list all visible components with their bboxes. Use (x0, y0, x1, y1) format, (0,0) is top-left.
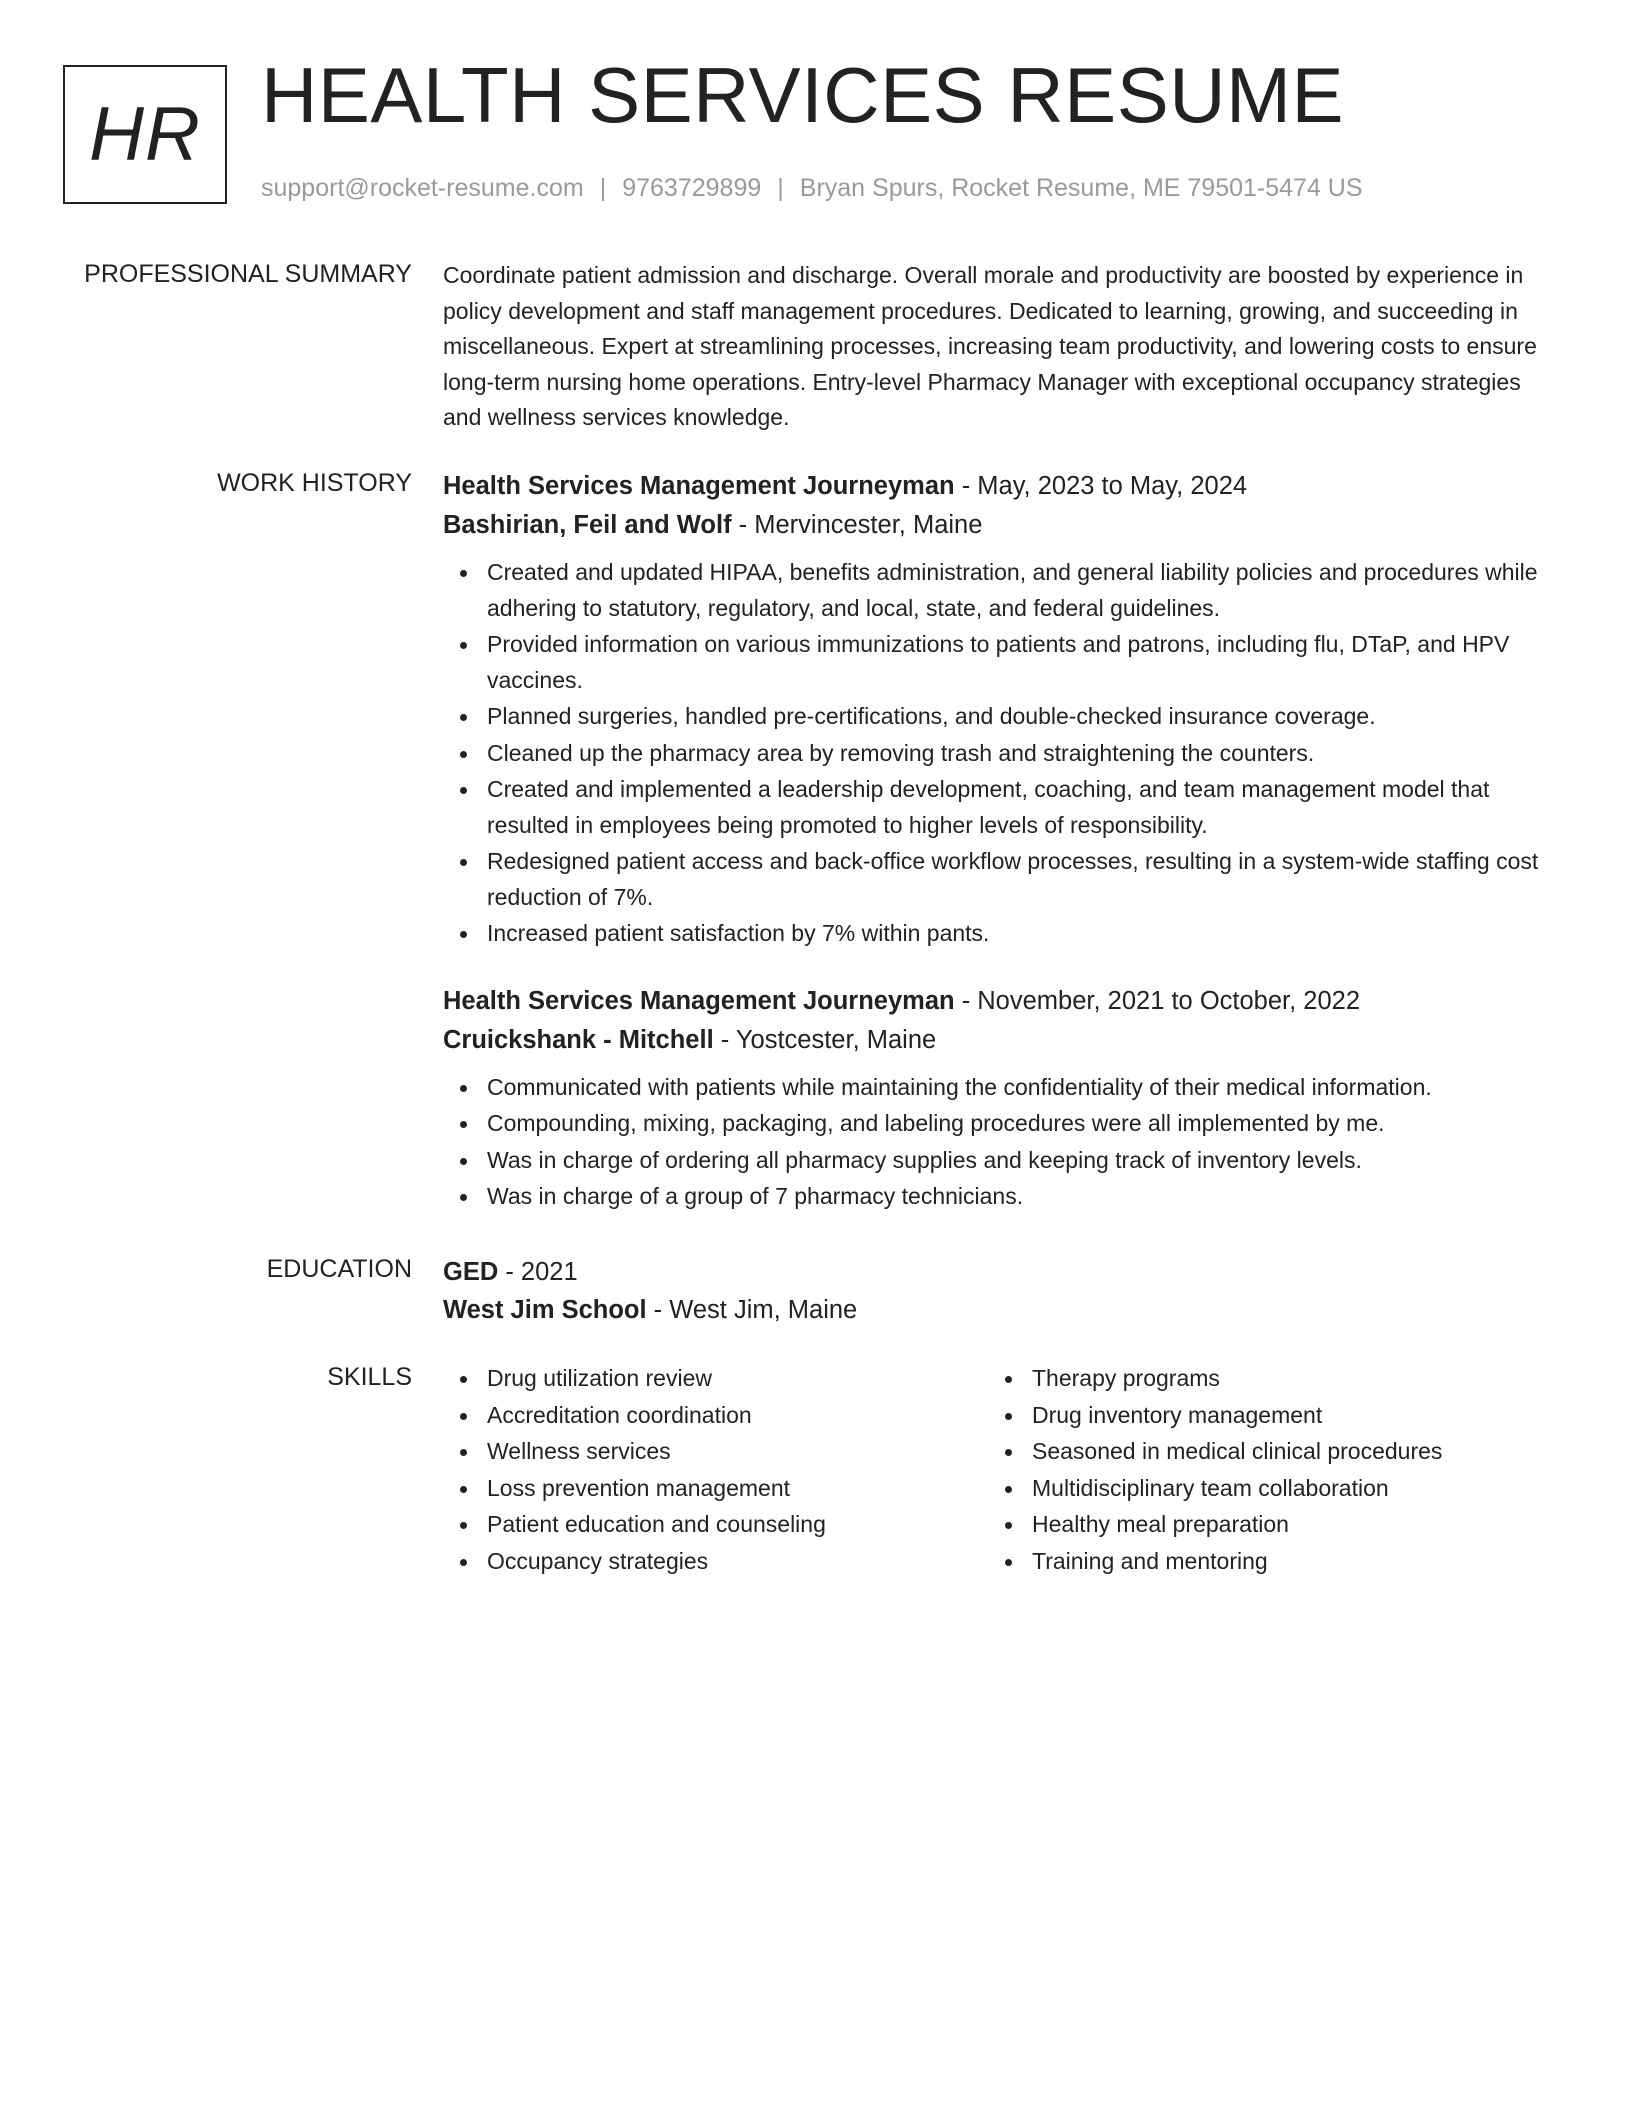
job-bullet: Created and implemented a leadership development, coaching, and team management model that resulted in employees being promoted to higher levels of responsibility. (487, 772, 1561, 843)
skill-item: Patient education and counseling (487, 1507, 988, 1543)
skills-column-left (443, 1361, 988, 1580)
education-school: West Jim School (443, 1296, 647, 1324)
section-label-work-history: WORK HISTORY (217, 469, 412, 497)
education-year: - 2021 (498, 1258, 578, 1286)
job-title: Health Services Management Journeyman (443, 986, 955, 1015)
job-bullet: Cleaned up the pharmacy area by removing trash and straightening the counters. (487, 736, 1561, 772)
section-label-education: EDUCATION (266, 1255, 412, 1283)
skill-item: Occupancy strategies (487, 1544, 988, 1580)
job-title: Health Services Management Journeyman (443, 472, 955, 500)
job-title-line (443, 982, 1561, 1021)
contact-line (261, 174, 1363, 203)
section-label-skills: SKILLS (327, 1363, 412, 1391)
skills-grid (443, 1361, 1561, 1580)
skill-item: Multidisciplinary team collaboration (1032, 1471, 1533, 1507)
job-bullet: Was in charge of ordering all pharmacy supplies and keeping track of inventory levels. (487, 1143, 1561, 1179)
education-degree: GED (443, 1258, 499, 1286)
contact-address: Bryan Spurs, Rocket Resume, ME 79501-5474 US (799, 174, 1363, 202)
skills-list-right (988, 1361, 1533, 1579)
contact-separator: | (777, 174, 784, 202)
skill-item: Therapy programs (1032, 1361, 1533, 1397)
summary-text: Coordinate patient admission and discharge. Overall morale and productivity are boosted by experience in policy development and staff management procedures. Dedicated to learning, growing, and succeeding in miscellaneous. Expert at streamlining processes, increasing team productivity, and lowering costs to ensure long-term nursing home operations. Entry-level Pharmacy Manager with exceptional occupancy strategies and wellness services knowledge. (443, 262, 1537, 430)
skill-item: Wellness services (487, 1434, 988, 1470)
section-label-summary: PROFESSIONAL SUMMARY (84, 260, 412, 288)
skill-item: Drug inventory management (1032, 1398, 1533, 1434)
job-location: - Mervincester, Maine (731, 511, 983, 539)
job-bullet-list (443, 555, 1561, 952)
education-school-line (443, 1291, 1561, 1329)
job-company-line (443, 506, 1561, 545)
skill-item: Training and mentoring (1032, 1544, 1533, 1580)
job-company: Cruickshank - Mitchell (443, 1025, 714, 1054)
job-bullet: Increased patient satisfaction by 7% within pants. (487, 916, 1561, 952)
contact-separator: | (599, 174, 607, 202)
skills-body (443, 1361, 1561, 1580)
job-location: - Yostcester, Maine (713, 1025, 937, 1054)
job-bullet: Was in charge of a group of 7 pharmacy technicians. (487, 1179, 1561, 1215)
job-bullet-list (443, 1070, 1561, 1215)
summary-body (443, 258, 1561, 436)
job-entry (443, 467, 1561, 952)
job-dates: - May, 2023 to May, 2024 (954, 472, 1248, 500)
skill-item: Accreditation coordination (487, 1398, 988, 1434)
job-bullet: Communicated with patients while maintaining the confidentiality of their medical information. (487, 1070, 1561, 1106)
job-title-line (443, 467, 1561, 506)
job-bullet: Planned surgeries, handled pre-certifications, and double-checked insurance coverage. (487, 699, 1561, 735)
job-bullet: Created and updated HIPAA, benefits administration, and general liability policies and procedures while adhering to statutory, regulatory, and local, state, and federal guidelines. (487, 555, 1561, 626)
skill-item: Loss prevention management (487, 1471, 988, 1507)
job-company-line (443, 1021, 1561, 1060)
skill-item: Healthy meal preparation (1032, 1507, 1533, 1543)
job-dates: - November, 2021 to October, 2022 (954, 986, 1361, 1015)
skills-column-right (988, 1361, 1533, 1580)
skill-item: Drug utilization review (487, 1361, 988, 1397)
job-bullet: Redesigned patient access and back-office workflow processes, resulting in a system-wide staffing cost reduction of 7%. (487, 844, 1561, 915)
resume-title: HEALTH SERVICES RESUME (261, 51, 1345, 139)
education-degree-line (443, 1253, 1561, 1291)
job-bullet: Compounding, mixing, packaging, and labeling procedures were all implemented by me. (487, 1106, 1561, 1142)
job-bullet: Provided information on various immunizations to patients and patrons, including flu, DTaP, and HPV vaccines. (487, 627, 1561, 698)
contact-phone[interactable]: 9763729899 (622, 174, 762, 202)
work-history-body (443, 467, 1561, 1245)
monogram-box (63, 65, 227, 204)
monogram-text: HR (89, 92, 201, 177)
education-location: - West Jim, Maine (646, 1296, 858, 1324)
skill-item: Seasoned in medical clinical procedures (1032, 1434, 1533, 1470)
contact-email[interactable]: support@rocket-resume.com (261, 174, 584, 202)
skills-list-left (443, 1361, 988, 1579)
job-entry (443, 982, 1561, 1215)
education-body (443, 1253, 1561, 1329)
job-company: Bashirian, Feil and Wolf (443, 511, 732, 539)
